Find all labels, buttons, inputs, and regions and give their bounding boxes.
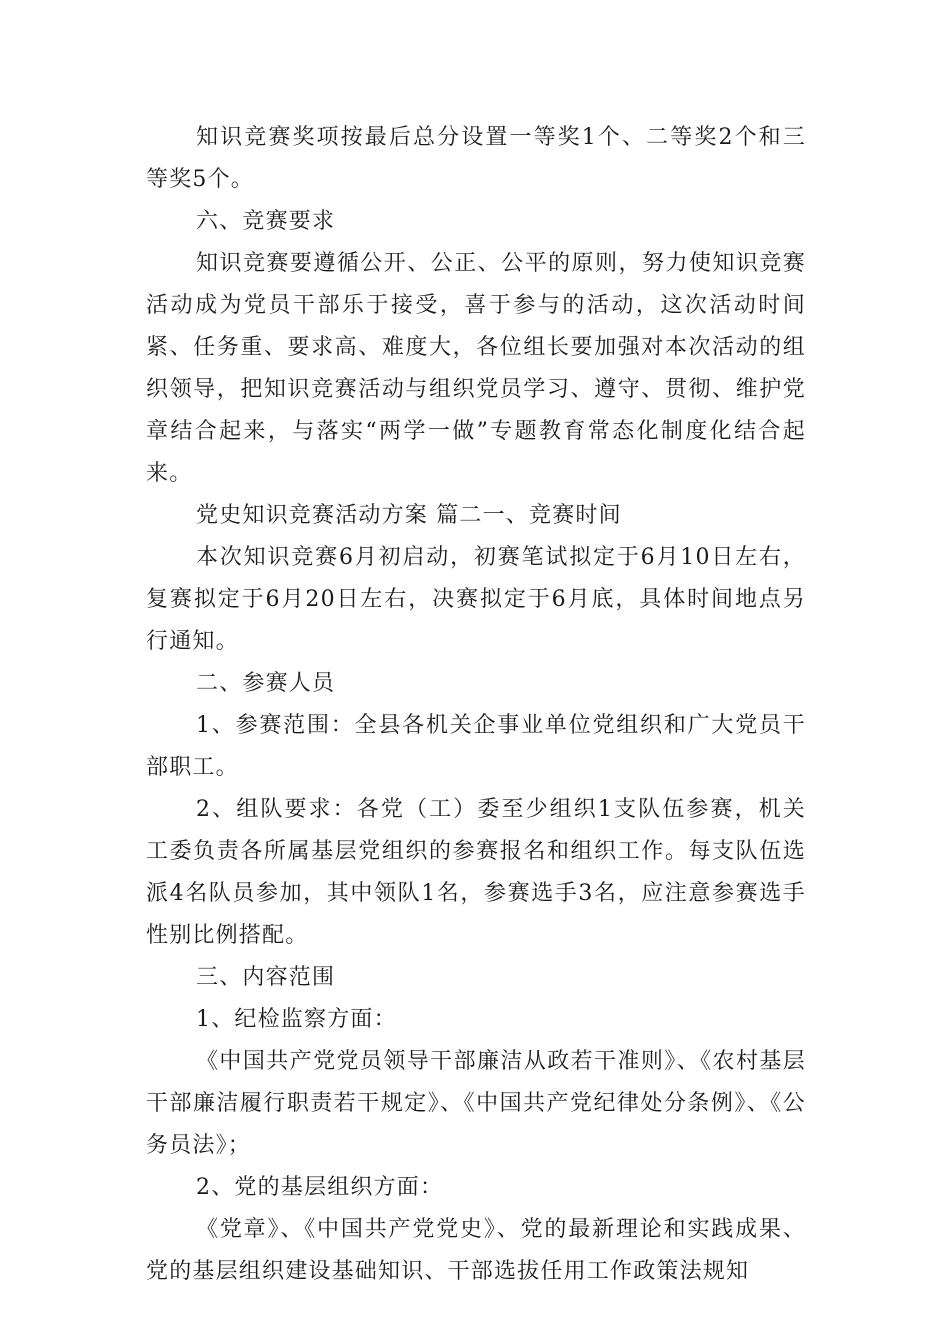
time-paragraph: 本次知识竞赛6月初启动，初赛笔试拟定于6月10日左右，复赛拟定于6月20日左右，决赛拟定于6月底，具体时间地点另行通知。 bbox=[146, 545, 806, 654]
subheading-discipline: 1、纪检监察方面： bbox=[196, 1007, 397, 1032]
section-heading-requirements: 六、竞赛要求 bbox=[196, 209, 336, 234]
section-heading-participants: 二、参赛人员 bbox=[196, 671, 336, 696]
grassroots-paragraph: 《党章》、《中国共产党党史》、党的最新理论和实践成果、党的基层组织建设基础知识、干部选拔任用工作政策法规知 bbox=[146, 1217, 806, 1284]
section-heading-time: 党史知识竞赛活动方案 篇二一、竞赛时间 bbox=[196, 503, 622, 528]
participants-scope-paragraph: 1、参赛范围：全县各机关企事业单位党组织和广大党员干部职工。 bbox=[146, 713, 806, 780]
subheading-grassroots: 2、党的基层组织方面： bbox=[196, 1175, 444, 1200]
team-requirement-paragraph: 2、组队要求：各党（工）委至少组织1支队伍参赛，机关工委负责各所属基层党组织的参赛报名和组织工作。每支队伍选派4名队员参加，其中领队1名，参赛选手3名，应注意参赛选手性别比例搭配。 bbox=[146, 797, 806, 948]
requirements-paragraph: 知识竞赛要遵循公开、公正、公平的原则，努力使知识竞赛活动成为党员干部乐于接受，喜于参与的活动，这次活动时间紧、任务重、要求高、难度大，各位组长要加强对本次活动的组织领导，把知识竞赛活动与组织党员学习、遵守、贯彻、维护党章结合起来，与落实“两学一做”专题教育常态化制度化结合起来。 bbox=[146, 251, 806, 486]
section-heading-content-scope: 三、内容范围 bbox=[196, 965, 336, 990]
document-body bbox=[146, 117, 806, 1293]
discipline-paragraph: 《中国共产党党员领导干部廉洁从政若干准则》、《农村基层干部廉洁履行职责若干规定》、《中国共产党纪律处分条例》、《公务员法》； bbox=[146, 1049, 806, 1158]
award-paragraph: 知识竞赛奖项按最后总分设置一等奖1个、二等奖2个和三等奖5个。 bbox=[146, 125, 806, 192]
